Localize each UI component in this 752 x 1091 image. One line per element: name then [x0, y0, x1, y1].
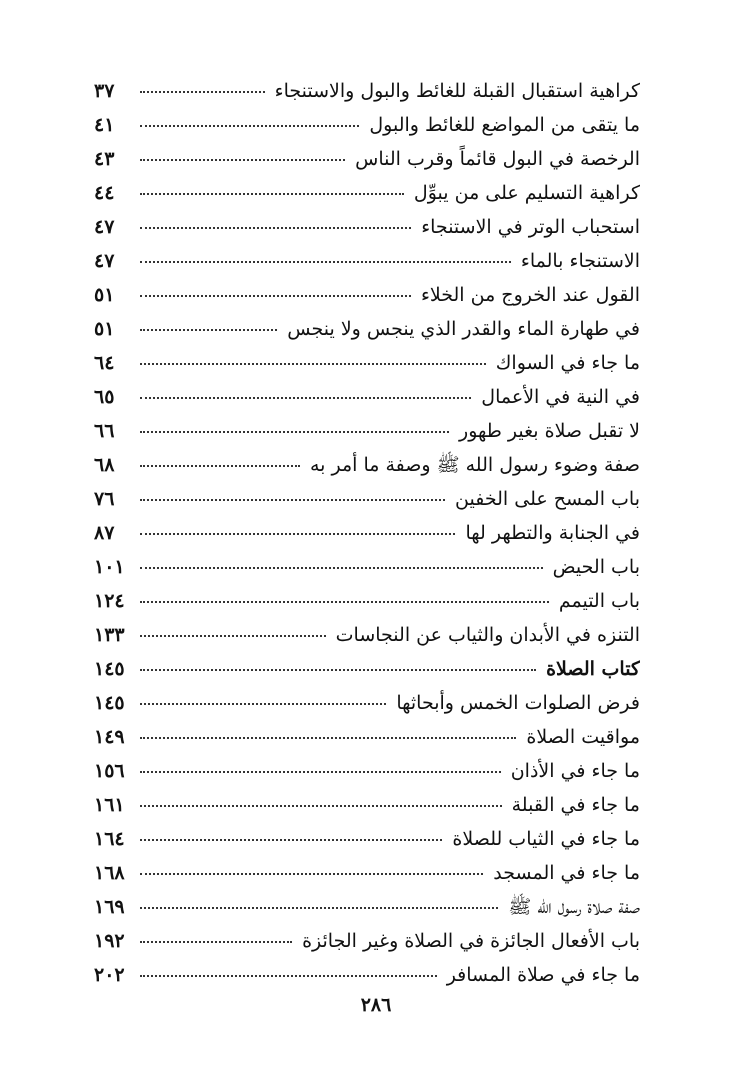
- dot-leader: [140, 465, 300, 467]
- toc-page-number: ٥١: [94, 284, 115, 306]
- toc-entry-title: لا تقبل صلاة بغير طهور: [459, 420, 640, 442]
- toc-entry-title: باب المسح على الخفين: [455, 488, 640, 510]
- dot-leader: [140, 975, 437, 977]
- toc-page-number: ٢٠٢: [94, 964, 125, 986]
- toc-page-number: ٦٦: [94, 420, 115, 442]
- dot-leader: [140, 941, 292, 943]
- toc-entry-title: كراهية استقبال القبلة للغائط والبول والاستنجاء: [274, 80, 640, 102]
- toc-entry-title: كراهية التسليم على من يبوِّل: [413, 182, 640, 204]
- toc-entry: [94, 210, 640, 244]
- toc-entry-title: القول عند الخروج من الخلاء: [420, 284, 640, 306]
- toc-entry-title: فرض الصلوات الخمس وأبحاثها: [396, 692, 640, 714]
- toc-entry: [94, 788, 640, 822]
- toc-entry-title: في النية في الأعمال: [481, 386, 640, 408]
- toc-page-number: ١٥٦: [94, 760, 125, 782]
- toc-page-number: ١٩٢: [94, 930, 125, 952]
- toc-entry: [94, 108, 640, 142]
- dot-leader: [140, 193, 404, 195]
- toc-page-number: ٣٧: [94, 80, 115, 102]
- toc-entry: [94, 686, 640, 720]
- toc-entry-title: الرخصة في البول قائماً وقرب الناس: [355, 148, 640, 170]
- dot-leader: [140, 635, 326, 637]
- toc-page-number: ١٤٩: [94, 726, 125, 748]
- toc-entry-title: ما جاء في صلاة المسافر: [446, 964, 640, 986]
- dot-leader: [140, 873, 483, 875]
- toc-entry-title: صفة صلاة رسول الله ﷺ: [508, 896, 640, 918]
- dot-leader: [140, 227, 411, 229]
- dot-leader: [140, 839, 442, 841]
- toc-entry: [94, 278, 640, 312]
- page-number: ٢٨٦: [360, 994, 392, 1016]
- dot-leader: [140, 431, 449, 433]
- toc-entry: [94, 244, 640, 278]
- toc-page-number: ١٢٤: [94, 590, 125, 612]
- toc-entry: [94, 550, 640, 584]
- dot-leader: [140, 805, 502, 807]
- dot-leader: [140, 499, 445, 501]
- toc-entry-title: الاستنجاء بالماء: [520, 250, 640, 272]
- dot-leader: [140, 601, 549, 603]
- toc-page-number: ٤٧: [94, 216, 115, 238]
- dot-leader: [140, 295, 411, 297]
- toc-entry: [94, 618, 640, 652]
- toc-entry: [94, 720, 640, 754]
- dot-leader: [140, 125, 359, 127]
- dot-leader: [140, 159, 345, 161]
- toc-entry: [94, 74, 640, 108]
- dot-leader: [140, 771, 501, 773]
- dot-leader: [140, 737, 516, 739]
- toc-page-number: ٦٨: [94, 454, 115, 476]
- dot-leader: [140, 567, 543, 569]
- toc-entry: [94, 890, 640, 924]
- toc-entry: [94, 856, 640, 890]
- dot-leader: [140, 397, 471, 399]
- toc-entry-title: ما جاء في المسجد: [493, 862, 640, 884]
- toc-entry: [94, 958, 640, 992]
- toc-entry-title: في طهارة الماء والقدر الذي ينجس ولا ينجس: [287, 318, 640, 340]
- toc-entry-title: باب الحيض: [552, 556, 640, 578]
- toc-section-heading: كتاب الصلاة: [546, 658, 640, 680]
- toc-entry: [94, 312, 640, 346]
- toc-page-number: ٧٦: [94, 488, 115, 510]
- dot-leader: [140, 703, 386, 705]
- dot-leader: [140, 261, 511, 263]
- toc-page-number: ٦٤: [94, 352, 115, 374]
- toc-page-number: ٤٣: [94, 148, 115, 170]
- toc-entry: [94, 652, 640, 686]
- toc-page-number: ٥١: [94, 318, 115, 340]
- dot-leader: [140, 329, 277, 331]
- toc-entry: [94, 176, 640, 210]
- toc-page-number: ١٦٤: [94, 828, 125, 850]
- toc-page-number: ٤٧: [94, 250, 115, 272]
- toc-entry: [94, 822, 640, 856]
- toc-page-number: ١٦٩: [94, 896, 125, 918]
- toc-page-number: ١٤٥: [94, 658, 125, 680]
- toc-entry-title: ما جاء في السواك: [495, 352, 640, 374]
- toc-entry-title: باب التيمم: [558, 590, 640, 612]
- toc-entry: [94, 380, 640, 414]
- toc-entry-title: ما جاء في الثياب للصلاة: [452, 828, 640, 850]
- toc-page-number: ٦٥: [94, 386, 115, 408]
- toc-entry-title: ما يتقى من المواضع للغائط والبول: [369, 114, 640, 136]
- dot-leader: [140, 669, 536, 671]
- toc-entry-title: التنزه في الأبدان والثياب عن النجاسات: [335, 624, 640, 646]
- toc-entry: [94, 754, 640, 788]
- toc-entry: [94, 142, 640, 176]
- toc-entry: [94, 448, 640, 482]
- toc-entry-title: ما جاء في الأذان: [510, 760, 640, 782]
- toc-entry-title: ما جاء في القبلة: [511, 794, 640, 816]
- toc-page-number: ٤١: [94, 114, 115, 136]
- toc-page-number: ٨٧: [94, 522, 115, 544]
- toc-entry: [94, 346, 640, 380]
- toc-entry: [94, 924, 640, 958]
- table-of-contents: [94, 74, 640, 992]
- toc-entry-title: في الجنابة والتطهر لها: [465, 522, 640, 544]
- toc-entry: [94, 414, 640, 448]
- toc-entry-title: باب الأفعال الجائزة في الصلاة وغير الجائزة: [302, 930, 640, 952]
- dot-leader: [140, 907, 498, 909]
- toc-entry: [94, 584, 640, 618]
- toc-page-number: ١٦٨: [94, 862, 125, 884]
- toc-entry-title: استحباب الوتر في الاستنجاء: [421, 216, 640, 238]
- toc-page-number: ١٤٥: [94, 692, 125, 714]
- toc-entry: [94, 482, 640, 516]
- toc-page-number: ٤٤: [94, 182, 115, 204]
- dot-leader: [140, 363, 486, 365]
- dot-leader: [140, 91, 265, 93]
- toc-entry: [94, 516, 640, 550]
- toc-page-number: ١٦١: [94, 794, 125, 816]
- dot-leader: [140, 533, 455, 535]
- toc-entry-title: مواقيت الصلاة: [526, 726, 640, 748]
- toc-page-number: ١٣٣: [94, 624, 125, 646]
- toc-entry-title: صفة وضوء رسول الله ﷺ وصفة ما أمر به: [309, 454, 640, 476]
- toc-page-number: ١٠١: [94, 556, 125, 578]
